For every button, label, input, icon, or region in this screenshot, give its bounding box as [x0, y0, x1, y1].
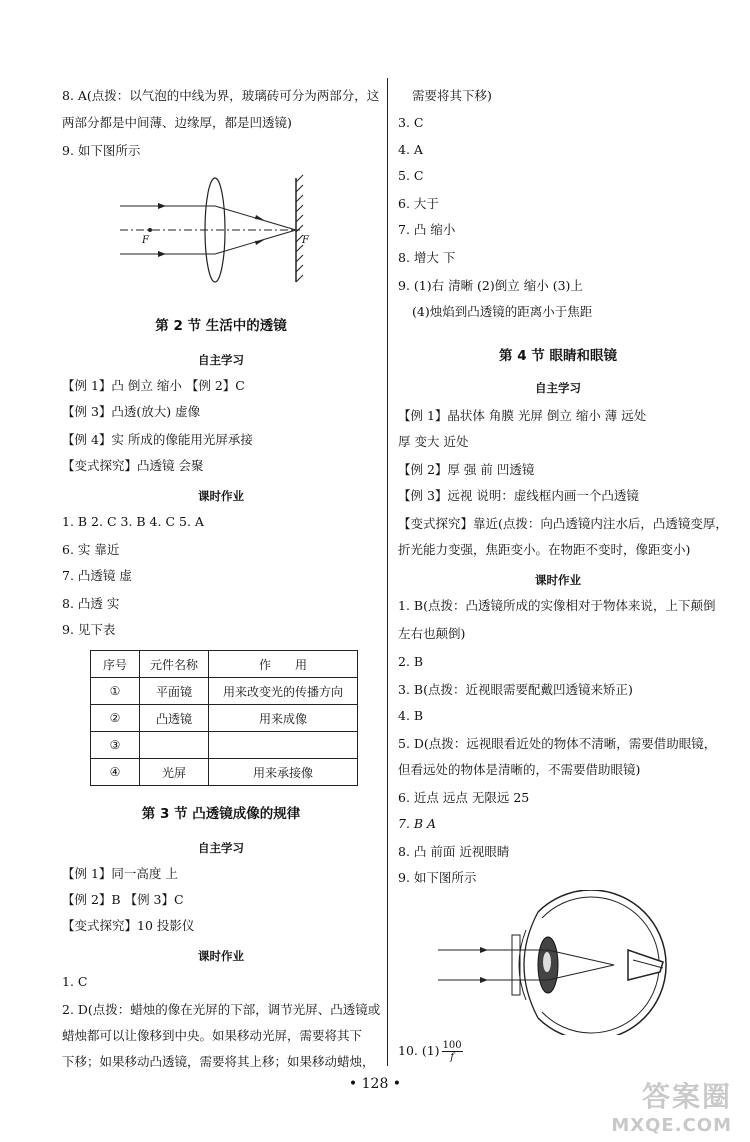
- section-4-hw-5-line2: 但看远处的物体是清晰的，不需要借助眼镜): [398, 762, 641, 777]
- section-2-title: 第 2 节 生活中的透镜: [155, 318, 287, 334]
- column-divider: [387, 78, 388, 1066]
- eye-ray-diagram: [438, 890, 678, 1035]
- hw-10-prefix: 10. (1): [398, 1043, 440, 1058]
- section-4-hw-3: 3. B(点拨：近视眼需要配戴凹透镜来矫正): [398, 682, 633, 697]
- section-4-hw-6: 6. 近点 远点 无限远 25: [398, 790, 530, 805]
- section-2-self-study-heading: 自主学习: [198, 353, 244, 367]
- section-3-homework-heading: 课时作业: [198, 949, 244, 963]
- section-2-hw-1-5: 1. B 2. C 3. B 4. C 5. A: [62, 514, 204, 529]
- watermark-en: MXQE.COM: [611, 1115, 732, 1136]
- section-4-variant-explore-line1: 【变式探究】靠近(点拨：向凸透镜内注水后，凸透镜变厚，: [398, 516, 728, 531]
- section-3-hw-1: 1. C: [62, 974, 88, 989]
- section-3-hw-5: 5. C: [398, 168, 424, 183]
- section-4-hw-9: 9. 如下图所示: [398, 870, 477, 885]
- table-header-row: [91, 651, 358, 678]
- section-2-example-1-2: 【例 1】凸 倒立 缩小 【例 2】C: [62, 378, 245, 393]
- answer-8-line2: 两部分都是中间薄、边缘厚，都是凹透镜): [62, 115, 292, 130]
- section-2-variant-explore: 【变式探究】凸透镜 会聚: [62, 458, 204, 473]
- section-4-self-study-heading: 自主学习: [535, 381, 581, 395]
- section-3-hw-8: 8. 增大 下: [398, 250, 456, 265]
- section-4-example-1-line2: 厚 变大 近处: [398, 434, 469, 449]
- table-cell: 平面镜: [140, 678, 209, 705]
- watermark-cn: 答案圈: [641, 1080, 732, 1113]
- section-2-homework-heading: 课时作业: [198, 489, 244, 503]
- section-4-homework-heading: 课时作业: [535, 573, 581, 587]
- section-3-self-study-heading: 自主学习: [198, 841, 244, 855]
- answer-9: 9. 如下图所示: [62, 143, 141, 158]
- table-cell: [140, 732, 209, 759]
- section-4-hw-4: 4. B: [398, 708, 424, 723]
- section-3-hw-4: 4. A: [398, 142, 423, 157]
- section-4-hw-7: 7. B A: [398, 816, 437, 831]
- section-3-example-1: 【例 1】同一高度 上: [62, 866, 178, 881]
- section-4-example-2: 【例 2】厚 强 前 凹透镜: [398, 462, 535, 477]
- section-3-hw-2-line2: 蜡烛都可以让像移到中央。如果移动光屏，需要将其下: [62, 1028, 363, 1043]
- section-4-example-1-line1: 【例 1】晶状体 角膜 光屏 倒立 缩小 薄 远处: [398, 408, 647, 423]
- concave-lens-ray-diagram: [120, 170, 310, 285]
- table-cell: ②: [91, 705, 140, 732]
- answer-2-continued: 需要将其下移): [412, 88, 492, 103]
- table-row: [91, 678, 358, 705]
- section-3-hw-2-line1: 2. D(点拨：蜡烛的像在光屏的下部，调节光屏、凸透镜或: [62, 1002, 381, 1017]
- table-header-cell: 作 用: [209, 651, 358, 678]
- table-row: [91, 759, 358, 786]
- section-4-variant-explore-line2: 折光能力变强，焦距变小。在物距不变时，像距变小): [398, 542, 691, 557]
- table-cell: ③: [91, 732, 140, 759]
- section-4-hw-2: 2. B: [398, 654, 424, 669]
- table-row: [91, 705, 358, 732]
- section-3-hw-6: 6. 大于: [398, 196, 439, 211]
- table-cell: [209, 732, 358, 759]
- section-3-hw-2-line3: 下移；如果移动凸透镜，需要将其上移；如果移动蜡烛，: [62, 1054, 375, 1069]
- optical-components-table: [90, 650, 358, 786]
- section-3-hw-9-line1: 9. (1)右 清晰 (2)倒立 缩小 (3)上: [398, 278, 583, 293]
- fraction-denominator: f: [450, 1052, 454, 1063]
- table-cell: 用来成像: [209, 705, 358, 732]
- section-3-title: 第 3 节 凸透镜成像的规律: [141, 806, 301, 822]
- answer-8-line1: 8. A(点拨：以气泡的中线为界，玻璃砖可分为两部分，这: [62, 88, 380, 103]
- section-4-example-3: 【例 3】远视 说明：虚线框内画一个凸透镜: [398, 488, 639, 503]
- table-cell: 用来承接像: [209, 759, 358, 786]
- section-2-hw-8: 8. 凸透 实: [62, 596, 120, 611]
- section-3-hw-3: 3. C: [398, 115, 424, 130]
- focal-point-label-left: F: [142, 235, 149, 246]
- table-cell: ④: [91, 759, 140, 786]
- section-4-hw-5-line1: 5. D(点拨：远视眼看近处的物体不清晰，需要借助眼镜，: [398, 736, 717, 751]
- hw-10-fraction: [442, 1040, 463, 1063]
- table-header-cell: 元件名称: [140, 651, 209, 678]
- focal-point-label-right: F: [302, 235, 309, 246]
- section-3-hw-9-line2: (4)烛焰到凸透镜的距离小于焦距: [412, 304, 593, 319]
- section-4-hw-1-line1: 1. B(点拨：凸透镜所成的实像相对于物体来说，上下颠倒: [398, 598, 716, 613]
- section-4-title: 第 4 节 眼睛和眼镜: [499, 348, 617, 364]
- table-header-cell: 序号: [91, 651, 140, 678]
- section-3-hw-7: 7. 凸 缩小: [398, 222, 456, 237]
- table-row: [91, 732, 358, 759]
- table-cell: 凸透镜: [140, 705, 209, 732]
- section-2-example-3: 【例 3】凸透(放大) 虚像: [62, 404, 201, 419]
- table-cell: 光屏: [140, 759, 209, 786]
- section-2-example-4: 【例 4】实 所成的像能用光屏承接: [62, 432, 253, 447]
- fraction-numerator: 100: [442, 1040, 462, 1051]
- section-2-hw-6: 6. 实 靠近: [62, 542, 120, 557]
- table-cell: 用来改变光的传播方向: [209, 678, 358, 705]
- section-4-hw-8: 8. 凸 前面 近视眼睛: [398, 844, 510, 859]
- section-3-example-2-3: 【例 2】B 【例 3】C: [62, 892, 184, 907]
- section-2-hw-9: 9. 见下表: [62, 622, 116, 637]
- page-number: • 128 •: [348, 1076, 402, 1092]
- table-cell: ①: [91, 678, 140, 705]
- section-2-hw-7: 7. 凸透镜 虚: [62, 568, 132, 583]
- section-4-hw-1-line2: 左右也颠倒): [398, 626, 466, 641]
- section-4-hw-10: [398, 1040, 463, 1063]
- watermark: [611, 1075, 732, 1136]
- section-3-variant-explore: 【变式探究】10 投影仪: [62, 918, 195, 933]
